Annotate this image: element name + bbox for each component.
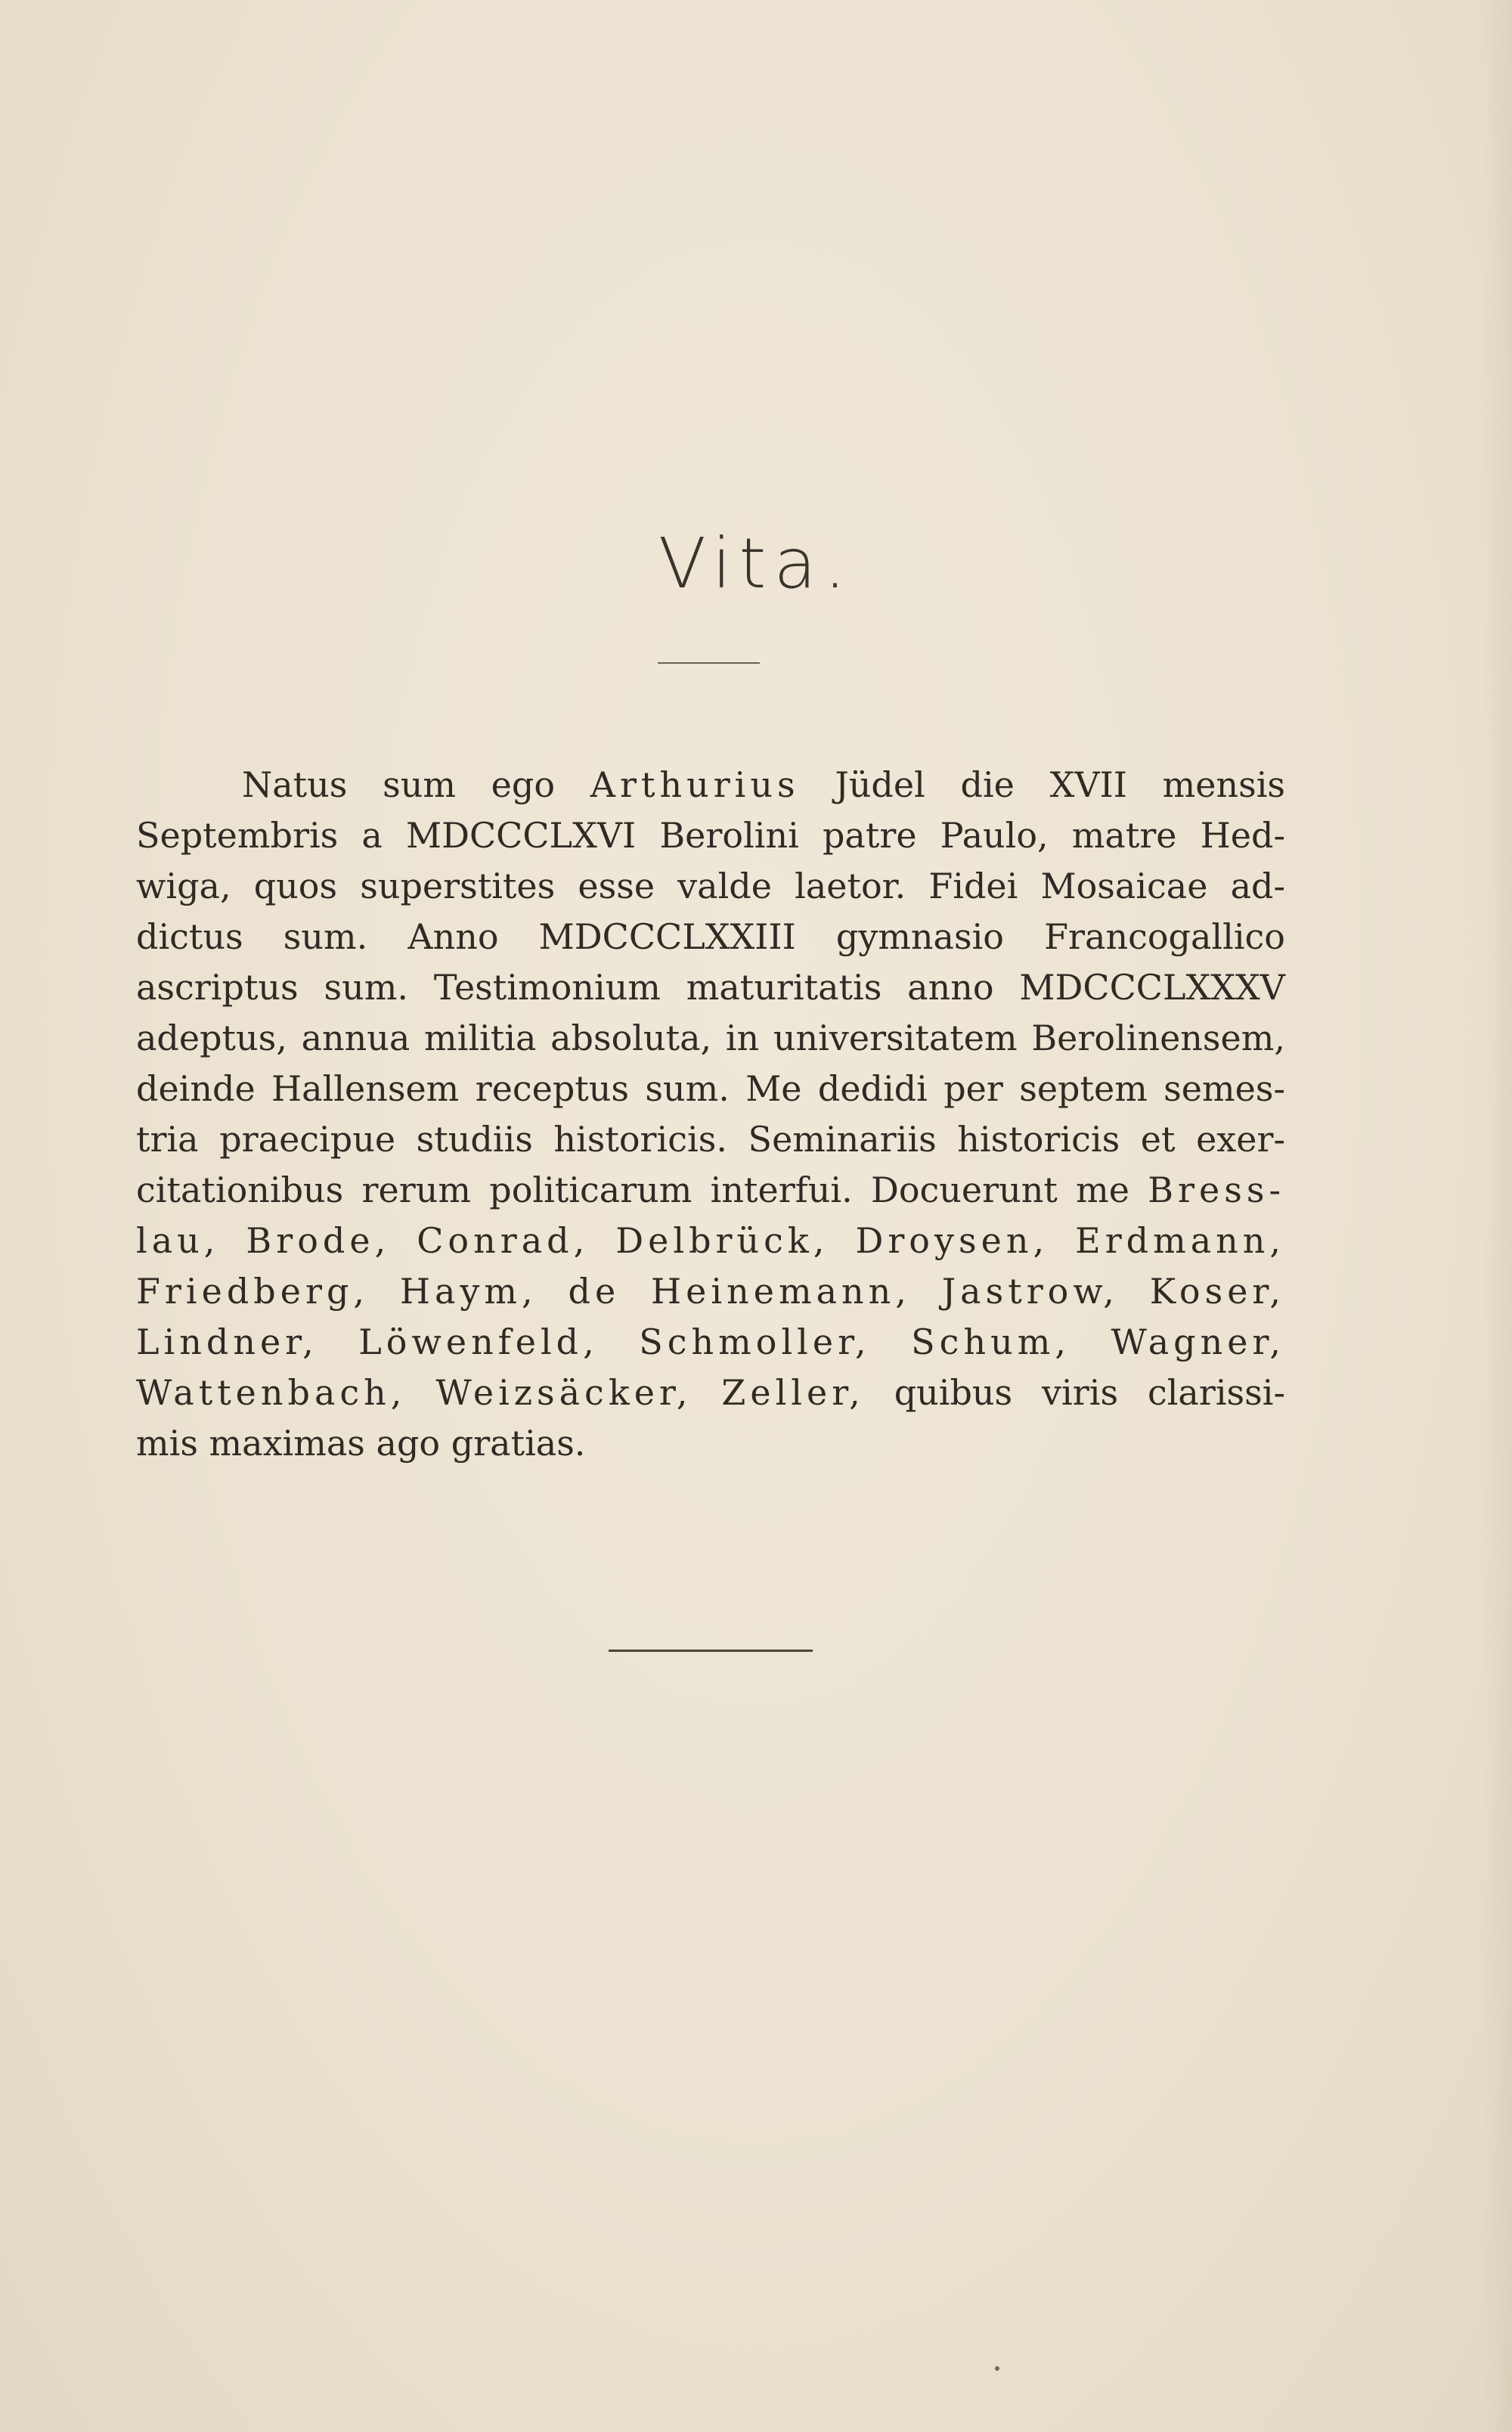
page-edge-shadow [1482,0,1512,2432]
text-line [136,1216,1285,1266]
text-line [136,1266,1285,1317]
text-line: Wattenbach, Weizsäcker, Zeller, quibus viris clarissi- [136,1372,1286,1413]
text-line [136,1317,1285,1368]
spaced-name: Schum, [911,1321,1070,1362]
text-line: adeptus, annua militia absoluta, in universitatem Berolinensem, [136,1018,1285,1058]
spaced-name: Conrad, [417,1220,590,1261]
spaced-name: Lindner, [136,1321,318,1362]
spaced-name: Weizsäcker, [435,1372,692,1413]
spaced-name: Brode, [246,1220,391,1261]
text-line: dictus sum. Anno MDCCCLXXIII gymnasio Francogallico [136,916,1285,957]
text-line: wiga, quos superstites esse valde laetor. Fidei Mosaicae ad- [136,866,1285,906]
vita-paragraph [136,760,1285,1469]
spaced-name: Haym, [399,1271,538,1312]
paper-speck [995,2366,999,2371]
spaced-name: Friedberg, [136,1271,370,1312]
text-line: deinde Hallensem receptus sum. Me dedidi per septem semes- [136,1068,1285,1109]
spaced-name: lau, [136,1220,220,1261]
text-line: citationibus rerum politicarum interfui. Docuerunt me Bress- [136,1170,1286,1210]
end-rule [609,1650,813,1652]
spaced-name: Zeller, [721,1372,865,1413]
text-line: Natus sum ego Arthurius Jüdel die XVII mensis [242,764,1286,805]
spaced-name: Schmoller, [639,1321,871,1362]
spaced-name: Löwenfeld, [358,1321,599,1362]
page-title: Vita. [658,523,854,604]
spaced-name: Erdmann, [1075,1220,1286,1261]
text-line: tria praecipue studiis historicis. Seminariis historicis et exer- [136,1119,1285,1160]
spaced-name: de [568,1271,621,1312]
spaced-name: Wattenbach, [136,1372,407,1413]
spaced-name: Heinemann, [651,1271,911,1312]
spaced-name: Delbrück, [615,1220,829,1261]
text-line: ascriptus sum. Testimonium maturitatis anno MDCCCLXXXV [136,967,1285,1008]
text-line: Septembris a MDCCCLXVI Berolini patre Paulo, matre Hed- [136,815,1285,856]
spaced-name: Bress- [1148,1170,1286,1210]
spaced-name: Koser, [1149,1271,1285,1312]
text-line: mis maximas ago gratias. [136,1423,586,1464]
spaced-name: Arthurius [590,764,800,805]
spaced-name: Droysen, [855,1220,1049,1261]
spaced-name: Jastrow, [941,1271,1119,1312]
spaced-name: Wagner, [1111,1321,1286,1362]
title-rule [658,662,760,664]
